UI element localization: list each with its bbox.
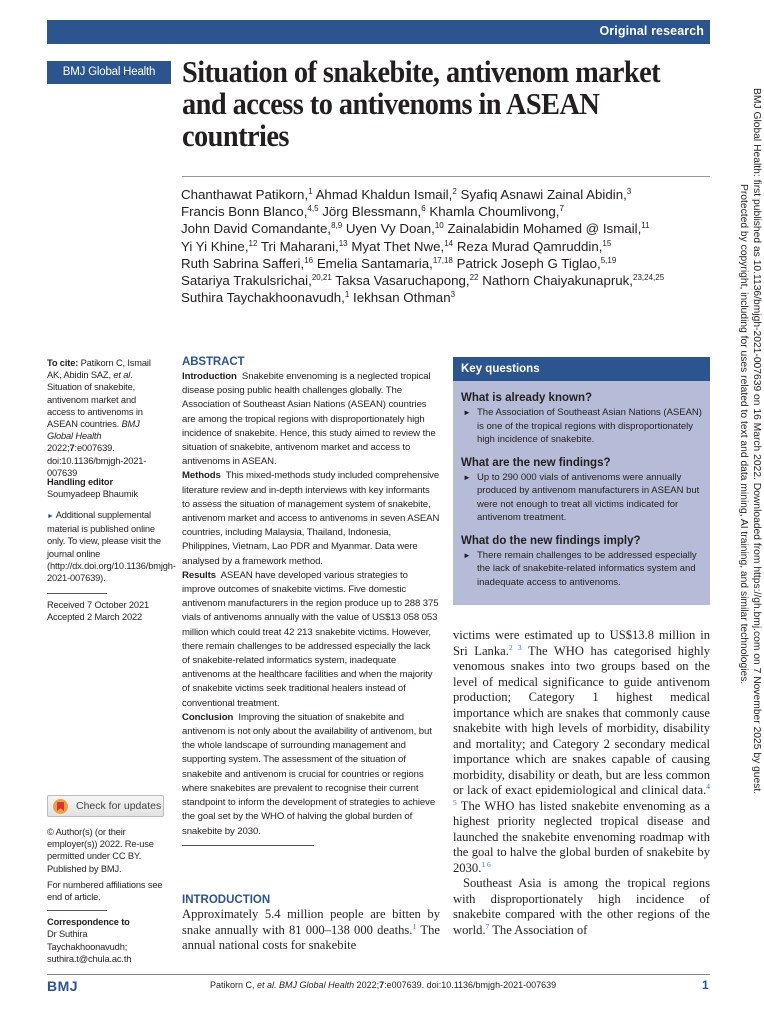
- affiliation-ref[interactable]: 17,18: [432, 255, 453, 265]
- article-title: Situation of snakebite, antivenom market and access to antivenoms in ASEAN countries: [182, 55, 661, 153]
- body-text: Approximately 5.4 million people are bitten by snake annually with 81 000–138 000 deaths.: [182, 907, 440, 937]
- affiliation-ref[interactable]: 12: [248, 238, 258, 248]
- abstract-section-label: Results: [182, 569, 216, 581]
- key-questions-box: [453, 357, 710, 605]
- key-answer-text: There remain challenges to be addressed especially the lack of snakebite-related informatics system and inadequate access to antivenoms.: [477, 549, 697, 588]
- divider: [182, 845, 314, 846]
- affiliation-ref[interactable]: 14: [444, 238, 454, 248]
- affiliation-ref[interactable]: 5,19: [600, 255, 617, 265]
- footer-cite-journal: BMJ Global Health: [276, 980, 355, 990]
- cite-year: 2022;: [47, 443, 70, 454]
- triangle-right-icon: ►: [463, 550, 471, 560]
- author-name: Tri Maharani,: [260, 238, 339, 254]
- triangle-right-icon: ►: [47, 513, 54, 520]
- body-text: The WHO has listed snakebite envenoming as a highest priority neglected tropical disease and launched the snakebite envenoming roadmap with the goal to halve the global burden of snakebite by 2030.: [453, 798, 710, 875]
- divider: [47, 593, 107, 594]
- affiliation-ref[interactable]: 4,5: [307, 204, 319, 214]
- cite-etal: et al: [113, 370, 131, 381]
- handling-editor: [47, 476, 165, 500]
- footer-cite-etal: et al.: [257, 980, 277, 990]
- cite-doi: :e007639. doi:10.1136/bmjgh-2021-007639: [47, 443, 147, 478]
- abstract-section-text: Improving the situation of snakebite and antivenom is not only about the availability of antivenom, but the whole landscape of surrounding management and supporting system. The assessment of the situation of snakebite and antivenom is crucial for countries or regions where snakebites are prevalent to recognise their current standpoint to inform the development of strategies to achieve the goal set by the WHO of halving the global burden of snakebite by 2030.: [182, 711, 436, 837]
- abstract-section-text: This mixed-methods study included comprehensive literature review and in-depth interviews with key informants to assess the situation of management system of snakebite, antivenom market and access to antivenoms in seven ASEAN countries, including Malaysia, Thailand, Indonesia, Philippines, Vietnam, Lao PDR and Myanmar. Data were analysed by a framework method.: [182, 470, 440, 567]
- cite-text: . Situation of snakebite, antivenom market and access to antivenoms in ASEAN countries.: [47, 370, 143, 430]
- check-for-updates-button[interactable]: [47, 795, 164, 817]
- body-paragraph: victims were estimated up to US$13.8 million in Sri Lanka.$^{2 3}$ The WHO has categorised highly venomous snakes into two groups based on the level of medical significance to guide antivenom production; Category 1 highest medical importance which are snakes that commonly cause snakebite with high levels of morbidity, disability and mortality; and Category 2 secondary medical importance which are snakes capable of causing morbidity, disability or death, but are less common or lack of exact epidemiological and clinical data.$^{4 5}$ The WHO has listed snakebite envenoming as a highest priority neglected tropical disease and launched the snakebite envenoming roadmap with the goal to halve the global burden of snakebite by 2030.$^{1 6}$: [453, 628, 710, 875]
- supplemental-text[interactable]: Additional supplemental material is published online only. To view, please visit the journal online (http://dx.doi.org/10.1136/bmjgh-2021-007639).: [47, 510, 176, 584]
- bookmark-icon: [53, 799, 68, 814]
- footer-cite-volume: 7: [379, 980, 385, 990]
- key-questions-heading: Key questions: [453, 357, 710, 381]
- author-name: Jörg Blessmann,: [322, 204, 422, 220]
- key-answer: [461, 406, 702, 447]
- accepted-date: Accepted 2 March 2022: [47, 612, 143, 623]
- reference-link[interactable]: 2 3: [508, 642, 522, 652]
- author-name: Myat Thet Nwe,: [351, 238, 445, 254]
- author-name: Nathorn Chaiyakunapruk,: [482, 273, 634, 289]
- reference-link[interactable]: 1 6: [481, 859, 491, 869]
- author-name: Ruth Sabrina Safferi,: [181, 255, 305, 271]
- abstract-section-label: Introduction: [182, 371, 237, 382]
- body-text: The Association of: [489, 922, 588, 937]
- correspondence-label: Correspondence to: [47, 917, 130, 928]
- author-name: Francis Bonn Blanco,: [181, 204, 308, 220]
- author-name: Emelia Santamaria,: [316, 255, 433, 271]
- affiliation-ref[interactable]: 11: [641, 221, 650, 231]
- introduction-continuation: [453, 628, 710, 938]
- affiliation-ref[interactable]: 22: [469, 273, 479, 283]
- citation-block: [47, 357, 165, 479]
- divider: [47, 910, 107, 911]
- affiliation-ref[interactable]: 20,21: [311, 273, 332, 283]
- footer-citation: [210, 980, 556, 990]
- affiliation-ref[interactable]: 16: [304, 255, 314, 265]
- body-text: The annual national costs for snakebite: [182, 922, 440, 952]
- margin-line: Protected by copyright, including for uses related to text and data mining, AI training, and similar technologies.: [738, 184, 749, 685]
- footer-cite-year: 2022;: [354, 980, 380, 990]
- affiliation-ref[interactable]: 10: [434, 221, 444, 231]
- dates-block: [47, 593, 165, 623]
- divider: [182, 176, 710, 177]
- body-text: The WHO has categorised highly venomous snakes into two groups based on the level of medical significance to guide antivenom production; Category 1 highest medical importance which are snakes that commonly cause snakebite with high levels of morbidity, disability and mortality; and Category 2 secondary medical importance which are snakes capable of causing morbidity, disability or death, but are less common or lack of exact epidemiological and clinical data.: [453, 643, 710, 797]
- abstract: [182, 356, 440, 846]
- abstract-methods: [182, 469, 440, 568]
- cite-journal: BMJ Global Health: [47, 419, 140, 442]
- abstract-conclusion: [182, 711, 440, 839]
- affiliations-note: For numbered affiliations see end of article.: [47, 879, 163, 903]
- triangle-right-icon: ►: [463, 472, 471, 482]
- abstract-section-label: Conclusion: [182, 711, 234, 723]
- margin-line: BMJ Global Health: first published as 10.1136/bmjgh-2021-007639 on 16 March 2022. Downloaded from https://gh.bmj.com on 7 November 2025 by guest.: [751, 88, 762, 795]
- key-question: What are the new findings?: [461, 456, 611, 469]
- abstract-introduction: [182, 370, 440, 469]
- margin-copyright-note: [737, 88, 763, 794]
- section-label: Original research: [599, 24, 704, 38]
- author-name: Syafiq Asnawi Zainal Abidin,: [460, 187, 627, 202]
- body-paragraph: [453, 876, 710, 938]
- affiliation-ref[interactable]: 1: [308, 187, 313, 196]
- abstract-section-text: ASEAN have developed various strategies to improve outcomes of snakebite victims. Five domestic antivenom manufacturers in the region produce up to 288 375 vials of antivenoms annually with the value of US$13 058 053 million which could treat 42 213 snakebite victims. However, there remain challenges to be addressed especially the lack of snakebite-related informatics system, inadequate antivenoms at the healthcare facilities and when the majority of snakebite victims seek traditional healers instead of conventional treatment.: [182, 569, 439, 709]
- author-name: Khamla Choumlivong,: [429, 204, 560, 220]
- affiliation-ref[interactable]: 1: [344, 290, 350, 300]
- introduction-heading: INTRODUCTION: [182, 894, 271, 906]
- author-name: Satariya Trakulsrichai,: [181, 273, 312, 289]
- author-name: John David Comandante,: [181, 221, 332, 237]
- reference-link[interactable]: 7: [485, 921, 490, 931]
- abstract-heading: ABSTRACT: [182, 356, 245, 368]
- received-date: Received 7 October 2021: [47, 600, 149, 610]
- reference-link[interactable]: 1: [412, 921, 417, 931]
- author-name: Ahmad Khaldun Ismail,: [315, 187, 453, 202]
- triangle-right-icon: ►: [463, 408, 471, 417]
- affiliation-ref[interactable]: 7: [559, 204, 564, 214]
- section-header-bar: [47, 20, 710, 44]
- divider: [47, 974, 710, 975]
- correspondence-text[interactable]: Dr Suthira Taychakhoonavudh; suthira.t@chula.ac.th: [47, 929, 132, 964]
- journal-badge: BMJ Global Health: [47, 61, 171, 84]
- key-question: What do the new findings imply?: [461, 534, 641, 547]
- author-name: Taksa Vasaruchapong,: [335, 273, 470, 289]
- editor-name: Soumyadeep Bhaumik: [47, 489, 138, 500]
- affiliation-ref[interactable]: 8,9: [331, 221, 343, 231]
- body-text: Southeast Asia is among the tropical regions with disproportionately high incidence of snakebite compared with the other regions of the world.: [453, 876, 710, 937]
- affiliation-ref[interactable]: 2: [452, 187, 457, 196]
- affiliation-ref[interactable]: 3: [450, 290, 456, 300]
- author-name: Iekhsan Othman: [353, 290, 451, 306]
- cite-text: Patikorn C, Ismail AK, Abidin SAZ,: [47, 358, 151, 381]
- abstract-section-text: Snakebite envenoming is a neglected tropical disease posing public health challenges globally. The Association of Southeast Asian Nations (ASEAN) countries are among the tropical regions with disproportionately high incidence of snakebite. Hence, this study aimed to review the situation of snakebite, antivenom market and access to antivenoms in ASEAN.: [182, 371, 436, 468]
- cite-label: To cite:: [47, 358, 79, 368]
- introduction-paragraph: [182, 907, 440, 954]
- affiliation-ref[interactable]: 6: [421, 204, 426, 214]
- cite-volume: 7: [69, 443, 75, 454]
- introduction-section: [182, 893, 440, 954]
- author-list: [181, 186, 721, 306]
- footer-cite-doi: :e007639. doi:10.1136/bmjgh-2021-007639: [384, 980, 557, 990]
- author-name: Suthira Taychakhoonavudh,: [181, 290, 345, 306]
- page-number: 1: [702, 978, 709, 992]
- abstract-results: [182, 569, 440, 711]
- footer-cite-text: Patikorn C,: [210, 980, 258, 990]
- supplemental-note: [47, 509, 176, 584]
- author-name: Uyen Vy Doan,: [345, 221, 435, 237]
- copyright-note: [47, 826, 165, 965]
- affiliation-ref[interactable]: 15: [602, 238, 612, 248]
- key-answer-text: Up to 290 000 vials of antivenoms were annually produced by antivenom manufacturers in ASEAN but were not enough to treat all victims indicated for antivenom treatment.: [477, 471, 700, 523]
- reference-link[interactable]: 4 5: [453, 782, 710, 807]
- copyright-text: © Author(s) (or their employer(s)) 2022. Re-use permitted under CC BY. Published by BMJ.: [47, 827, 154, 874]
- check-updates-label: Check for updates: [76, 800, 162, 812]
- author-name: Yi Yi Khine,: [181, 238, 249, 254]
- abstract-section-label: Methods: [182, 470, 221, 482]
- editor-label: Handling editor: [47, 477, 113, 487]
- author-name: Chanthawat Patikorn,: [181, 187, 309, 202]
- author-name: Zainalabidin Mohamed @ Ismail,: [447, 221, 642, 237]
- affiliation-ref[interactable]: 13: [338, 238, 348, 248]
- key-answer: [461, 549, 702, 590]
- bmj-logo: BMJ: [47, 978, 79, 994]
- key-question: What is already known?: [461, 392, 592, 404]
- author-name: Reza Murad Qamruddin,: [456, 238, 603, 254]
- affiliation-ref[interactable]: 3: [626, 187, 632, 196]
- affiliation-ref[interactable]: 23,24,25: [633, 273, 665, 283]
- key-answer: [461, 471, 702, 525]
- author-name: Patrick Joseph G Tiglao,: [456, 255, 601, 271]
- key-answer-text: The Association of Southeast Asian Nations (ASEAN) is one of the tropical regions with disproportionately high incidence of snakebite.: [477, 407, 702, 445]
